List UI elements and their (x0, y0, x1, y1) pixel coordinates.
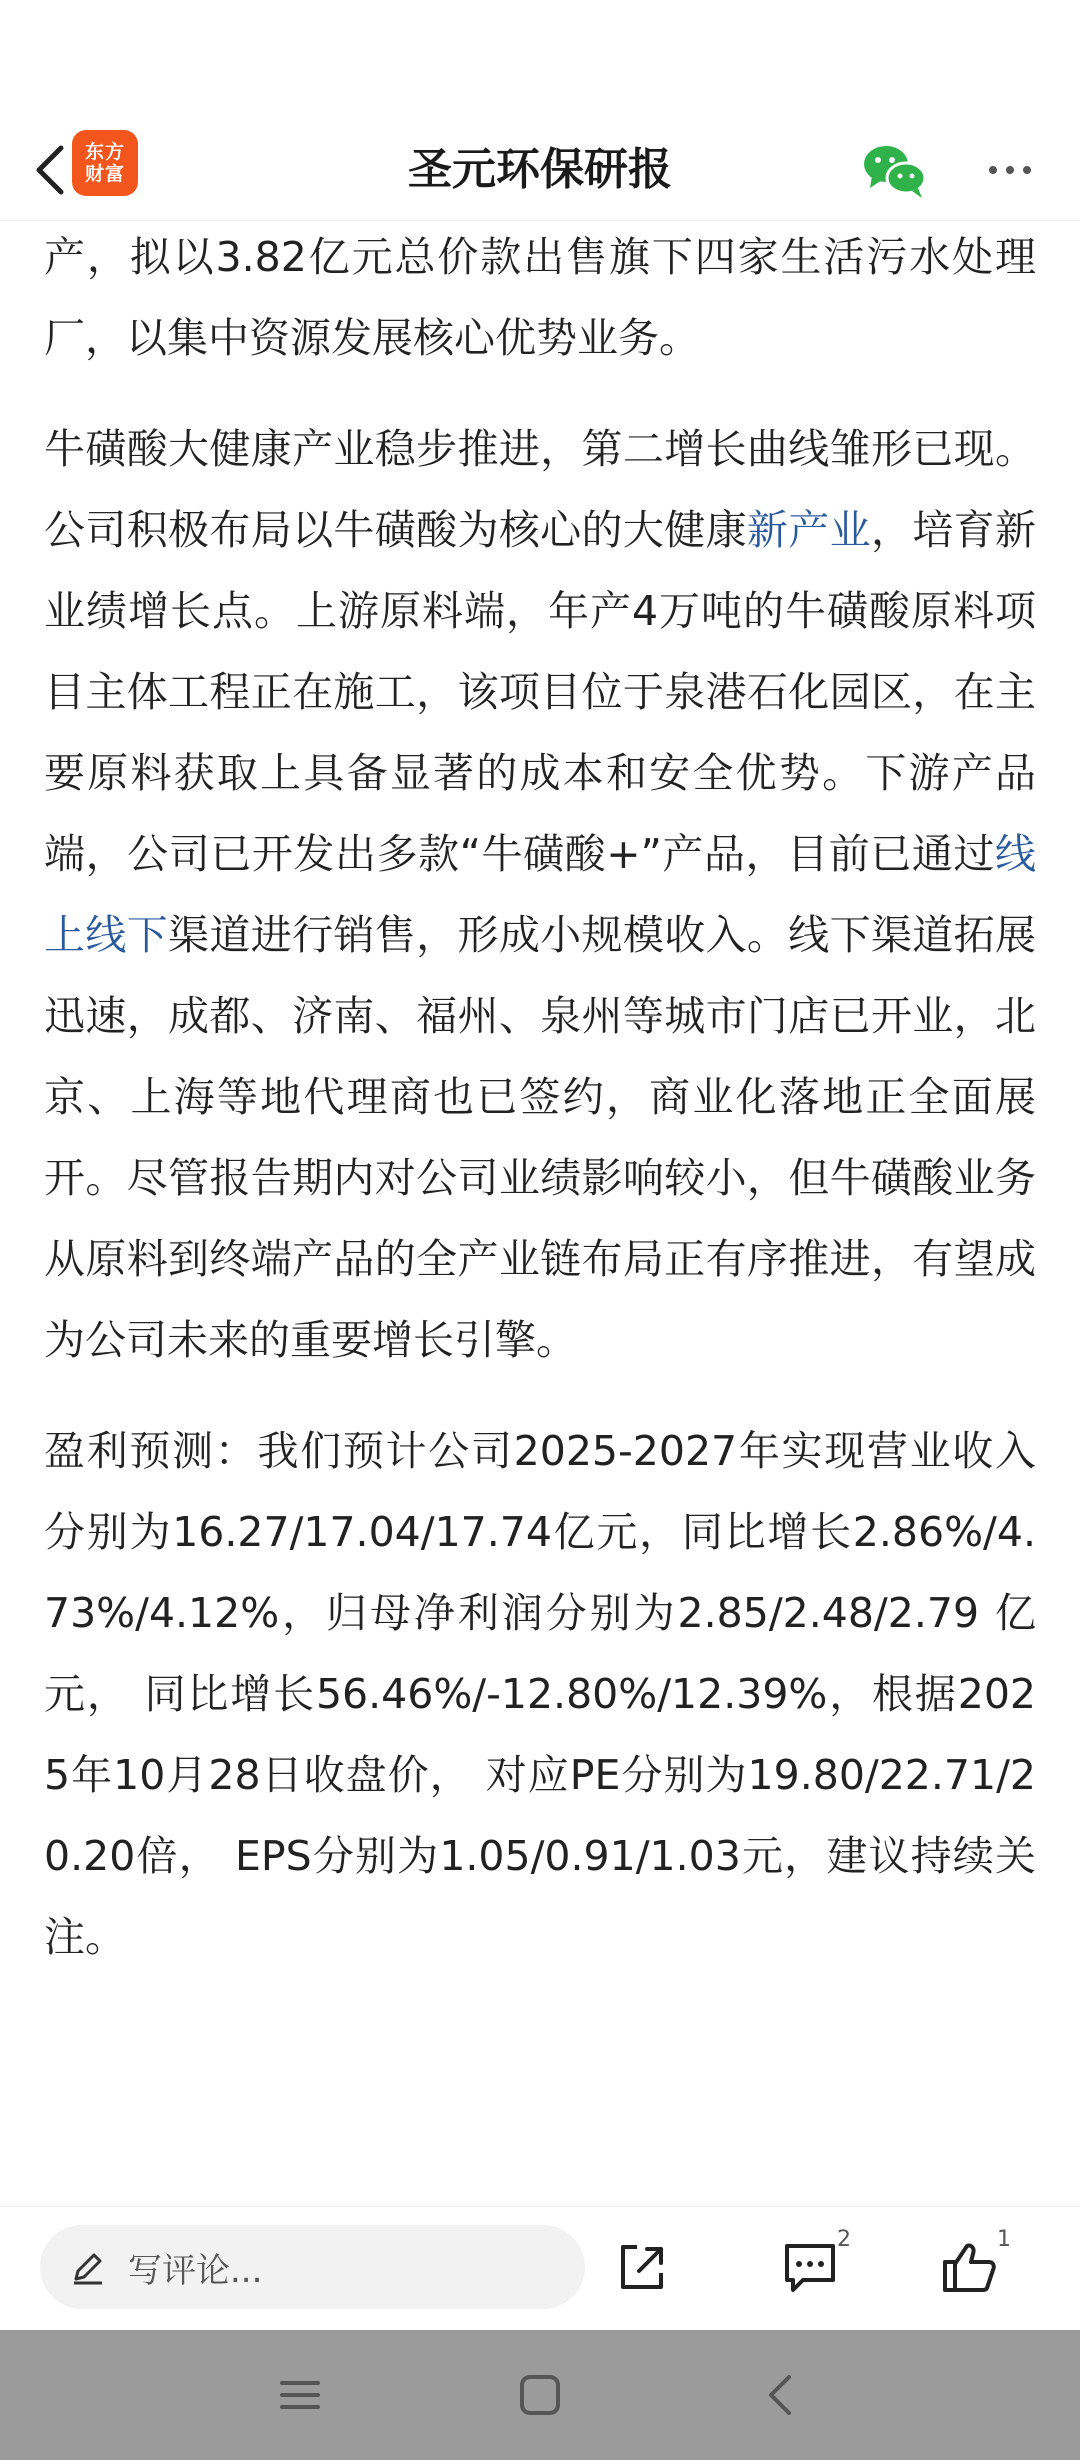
inline-link[interactable]: 线上线下 (44, 830, 1036, 959)
page-title: 圣元环保研报 (408, 144, 672, 195)
paragraph-text: 产，拟以3.82亿元总价款出售旗下四家生活污水处理厂，以集中资源发展核心优势业务。 (44, 233, 1036, 362)
nav-back-button[interactable] (750, 2365, 810, 2425)
comment-icon (781, 2240, 839, 2296)
logo-line2: 财富 (84, 163, 125, 185)
article-paragraph (44, 1411, 1036, 1978)
more-button[interactable] (975, 140, 1045, 200)
status-bar (0, 0, 1080, 120)
article-content[interactable] (0, 221, 1080, 2206)
more-dots-icon (989, 166, 997, 174)
like-button[interactable] (935, 2227, 1011, 2303)
more-dot (1006, 166, 1014, 174)
menu-icon (278, 2377, 322, 2413)
nav-menu-button[interactable] (270, 2365, 330, 2425)
bottom-action-bar (0, 2206, 1080, 2331)
chevron-left-icon (33, 144, 67, 196)
comment-input[interactable] (40, 2225, 585, 2309)
paragraph-text: 牛磺酸大健康产业稳步推进，第二增长曲线雏形已现。公司积极布局以牛磺酸为核心的大健康 (44, 425, 1036, 554)
like-count: 1 (997, 2227, 1011, 2252)
system-nav-bar (0, 2330, 1080, 2460)
back-button[interactable] (20, 138, 80, 202)
more-dot (1023, 166, 1031, 174)
share-button[interactable] (607, 2233, 677, 2303)
pencil-icon (70, 2247, 110, 2287)
paragraph-text: 盈利预测：我们预计公司2025-2027年实现营业收入分别为16.27/17.04/17.74亿元，同比增长2.86%/4.73%/4.12%，归母净利润分别为2.85/2.48/2.79 亿元， 同比增长56.46%/-12.80%/12.39%，根据2025年10月28日收盘价， 对应PE分别为19.80/22.71/20.20倍， EPS分别为1.05/0.91/1.03元，建议持续关注。 (44, 1427, 1036, 1961)
paragraph-text: ，培育新业绩增长点。上游原料端，年产4万吨的牛磺酸原料项目主体工程正在施工，该项目位于泉港石化园区，在主要原料获取上具备显著的成本和安全优势。下游产品端，公司已开发出多款“牛磺酸+”产品，目前已通过 (44, 506, 1037, 878)
wechat-icon (860, 134, 930, 204)
app-logo (72, 130, 138, 196)
back-chevron-icon (765, 2373, 795, 2417)
inline-link[interactable]: 新产业 (746, 506, 871, 554)
article-body (44, 221, 1036, 2008)
home-square-icon (518, 2373, 562, 2417)
article-paragraph (44, 409, 1036, 1381)
comment-button[interactable] (775, 2227, 851, 2303)
thumbs-up-icon (941, 2240, 999, 2296)
comment-placeholder: 写评论... (128, 2250, 263, 2291)
app-header (0, 120, 1080, 221)
paragraph-text: 渠道进行销售，形成小规模收入。线下渠道拓展迅速，成都、济南、福州、泉州等城市门店已开业，北京、上海等地代理商也已签约，商业化落地正全面展开。尽管报告期内对公司业绩影响较小，但牛磺酸业务从原料到终端产品的全产业链布局正有序推进，有望成为公司未来的重要增长引擎。 (44, 911, 1037, 1364)
logo-line1: 东方 (84, 141, 125, 163)
share-icon (615, 2241, 669, 2295)
article-paragraph (44, 221, 1036, 379)
nav-home-button[interactable] (510, 2365, 570, 2425)
wechat-share-button[interactable] (860, 134, 930, 204)
comment-count: 2 (837, 2227, 851, 2252)
